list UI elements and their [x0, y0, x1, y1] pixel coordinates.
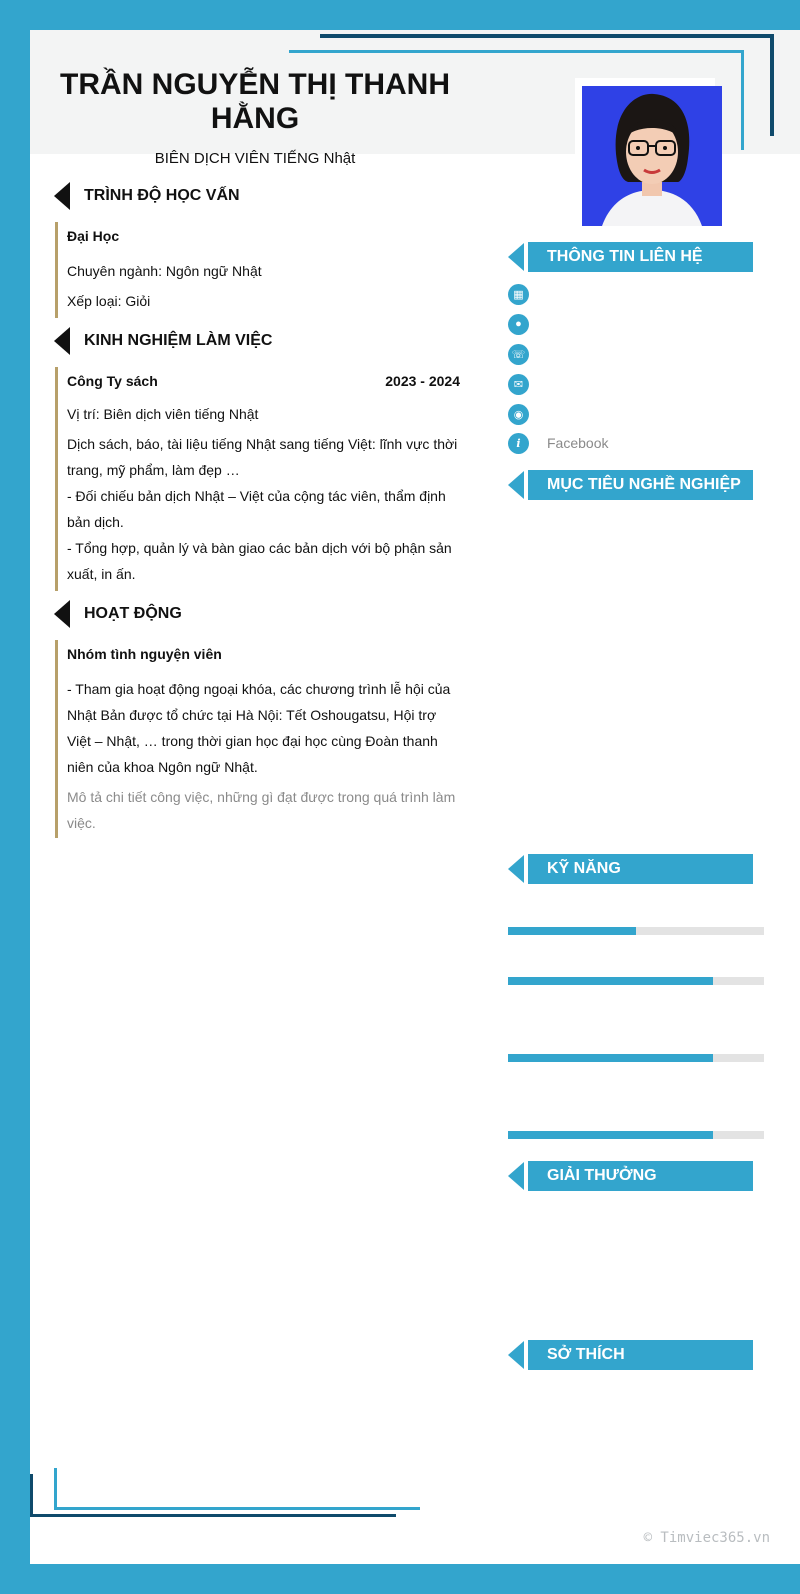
contact-text-facebook[interactable]: Facebook — [547, 435, 609, 451]
skill-bar-fill — [508, 1054, 713, 1062]
activities-block — [55, 640, 460, 838]
experience-position: Vị trí: Biên dịch viên tiếng Nhật — [67, 406, 259, 422]
contact-row-gender — [508, 313, 547, 335]
decor-line-blue-right — [741, 50, 744, 150]
skill-bar — [508, 1054, 764, 1062]
person-icon: ● — [508, 314, 529, 335]
contact-row-facebook — [508, 432, 608, 454]
skill-bar — [508, 977, 764, 985]
experience-line: - Đối chiếu bản dịch Nhật – Việt của cộng tác viên, thẩm định bản dịch. — [67, 488, 446, 530]
contact-row-birthday — [508, 283, 547, 305]
contact-heading — [508, 242, 753, 272]
contact-heading-text: THÔNG TIN LIÊN HỆ — [528, 242, 753, 272]
profile-photo-frame — [575, 78, 715, 228]
activities-placeholder: Mô tả chi tiết công việc, những gì đạt được trong quá trình làm việc. — [67, 789, 456, 831]
awards-heading — [508, 1161, 753, 1191]
experience-period: 2023 - 2024 — [385, 373, 460, 389]
contact-row-phone — [508, 343, 547, 365]
triangle-icon — [54, 600, 70, 628]
education-block — [55, 222, 460, 318]
hobbies-heading-text: SỞ THÍCH — [528, 1340, 753, 1370]
objective-heading — [508, 470, 753, 500]
profile-photo — [582, 86, 722, 226]
activities-heading-text: HOẠT ĐỘNG — [84, 605, 182, 622]
decor-line-blue-bottom-h — [54, 1507, 420, 1510]
watermark: © Timviec365.vn — [643, 1530, 770, 1546]
job-title: BIÊN DỊCH VIÊN TIẾNG Nhật — [154, 150, 356, 167]
skills-heading — [508, 854, 753, 884]
activities-group: Nhóm tình nguyện viên — [67, 646, 222, 662]
info-icon: i — [508, 433, 529, 454]
contact-row-email — [508, 373, 547, 395]
triangle-icon — [508, 1341, 524, 1369]
cv-page — [30, 30, 800, 1564]
triangle-icon — [508, 1162, 524, 1190]
education-heading — [54, 181, 240, 211]
contact-row-address — [508, 403, 547, 425]
skill-bar-fill — [508, 1131, 713, 1139]
triangle-icon — [508, 471, 524, 499]
skill-bar-fill — [508, 927, 636, 935]
education-major: Chuyên ngành: Ngôn ngữ Nhật — [67, 263, 262, 279]
decor-line-blue-bottom-v — [54, 1468, 57, 1510]
calendar-icon: ▦ — [508, 284, 529, 305]
location-icon: ◉ — [508, 404, 529, 425]
triangle-icon — [54, 182, 70, 210]
triangle-icon — [508, 243, 524, 271]
decor-line-dark-right — [770, 34, 774, 136]
education-degree: Đại Học — [67, 228, 120, 244]
activities-heading — [54, 599, 182, 629]
decor-line-dark-top — [320, 34, 774, 38]
experience-company: Công Ty sách — [67, 373, 158, 389]
education-grade: Xếp loại: Giỏi — [67, 293, 151, 309]
experience-heading-text: KINH NGHIỆM LÀM VIỆC — [84, 332, 273, 349]
experience-block — [55, 367, 460, 591]
experience-line: - Tổng hợp, quản lý và bàn giao các bản dịch với bộ phận sản xuất, in ấn. — [67, 540, 452, 582]
objective-heading-text: MỤC TIÊU NGHỀ NGHIỆP — [528, 470, 753, 500]
skill-bar-fill — [508, 977, 713, 985]
email-icon: ✉ — [508, 374, 529, 395]
skills-heading-text: KỸ NĂNG — [528, 854, 753, 884]
activities-description: - Tham gia hoạt động ngoại khóa, các chương trình lễ hội của Nhật Bản được tổ chức tại Hà Nội: Tết Oshougatsu, Hội trợ Việt – Nhật, … trong thời gian học đại học cùng Đoàn thanh niên của khoa Ngôn ngữ Nhật. — [67, 681, 451, 775]
skill-bar — [508, 1131, 764, 1139]
education-heading-text: TRÌNH ĐỘ HỌC VẤN — [84, 187, 240, 204]
candidate-name: TRẦN NGUYỄN THỊ THANH HẰNG — [60, 68, 450, 135]
hobbies-heading — [508, 1340, 753, 1370]
decor-line-blue-top — [289, 50, 744, 53]
experience-heading — [54, 326, 272, 356]
skill-bar — [508, 927, 764, 935]
triangle-icon — [508, 855, 524, 883]
awards-heading-text: GIẢI THƯỞNG — [528, 1161, 753, 1191]
phone-icon: ☏ — [508, 344, 529, 365]
decor-line-dark-bottom-h — [30, 1514, 396, 1517]
decor-line-dark-bottom-v — [30, 1474, 33, 1517]
triangle-icon — [54, 327, 70, 355]
experience-line: Dịch sách, báo, tài liệu tiếng Nhật sang tiếng Việt: lĩnh vực thời trang, mỹ phẩm, làm đẹp … — [67, 436, 458, 478]
